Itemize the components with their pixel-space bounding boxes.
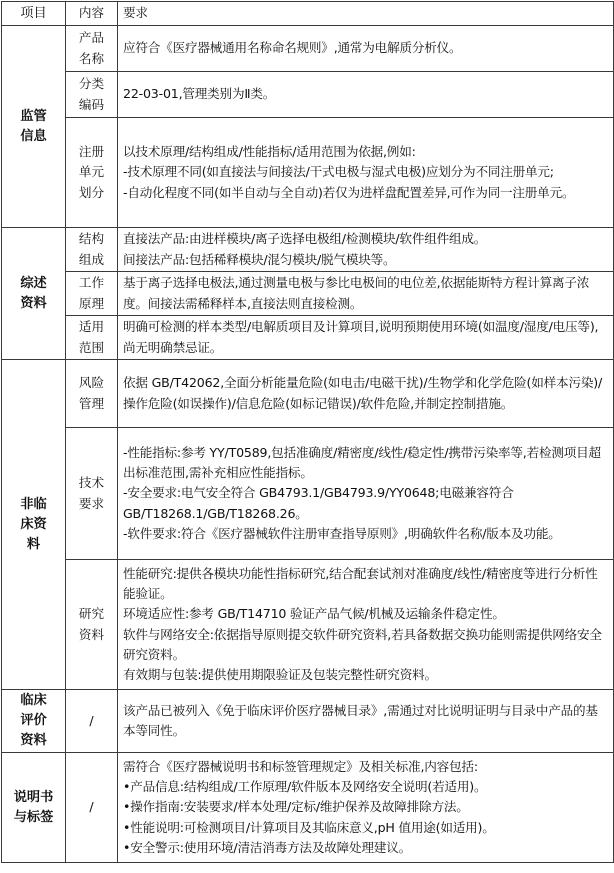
header-requirement: 要求 (118, 2, 614, 26)
sub-risk-management: 风险管理 (66, 360, 118, 428)
table-row (2, 428, 614, 560)
table-row (2, 360, 614, 428)
sub-labeling: / (66, 753, 118, 863)
sub-clinical: / (66, 690, 118, 753)
req-labeling: 需符合《医疗器械说明书和标签管理规定》及相关标准,内容包括: •产品信息:结构组成/工作原理/软件版本及网络安全说明(若适用)。 •操作指南:安装要求/样本处理/定标/维护保养及故障排除方法。 •性能说明:可检测项目/计算项目及其临床意义,pH 值用途(如适用)。 •安全警示:使用环境/清洁消毒方法及故障处理建议。 (118, 753, 614, 863)
requirements-table (1, 1, 614, 863)
section-nonclinical: 非临床资料 (2, 360, 66, 690)
sub-product-name: 产品名称 (66, 26, 118, 72)
section-supervision: 监管信息 (2, 26, 66, 228)
req-structure: 直接法产品:由进样模块/离子选择电极组/检测模块/软件组件组成。 间接法产品:包括稀释模块/混匀模块/脱气模块等。 (118, 228, 614, 272)
table-row (2, 118, 614, 228)
sub-working-principle: 工作原理 (66, 272, 118, 316)
req-product-name: 应符合《医疗器械通用名称命名规则》,通常为电解质分析仪。 (118, 26, 614, 72)
sub-structure: 结构组成 (66, 228, 118, 272)
header-project: 项目 (2, 2, 66, 26)
table-row (2, 560, 614, 690)
req-research-data: 性能研究:提供各模块功能性指标研究,结合配套试剂对准确度/线性/精密度等进行分析性能验证。 环境适应性:参考 GB/T14710 验证产品气候/机械及运输条件稳定性。 软件与网络安全:依据指导原则提交软件研究资料,若具备数据交换功能则需提供网络安全研究资料。 有效期与包装:提供使用期限验证及包装完整性研究资料。 (118, 560, 614, 690)
section-summary: 综述资料 (2, 228, 66, 360)
table-row (2, 272, 614, 316)
sub-technical-requirements: 技术要求 (66, 428, 118, 560)
req-scope: 明确可检测的样本类型/电解质项目及计算项目,说明预期使用环境(如温度/湿度/电压等),尚无明确禁忌证。 (118, 316, 614, 360)
req-registration-unit: 以技术原理/结构组成/性能指标/适用范围为依据,例如: -技术原理不同(如直接法与间接法/干式电极与湿式电极)应划分为不同注册单元; -自动化程度不同(如半自动与全自动)若仅为进样盘配置差异,可作为同一注册单元。 (118, 118, 614, 228)
req-classification-code: 22-03-01,管理类别为Ⅱ类。 (118, 72, 614, 118)
sub-scope: 适用范围 (66, 316, 118, 360)
req-working-principle: 基于离子选择电极法,通过测量电极与参比电极间的电位差,依据能斯特方程计算离子浓度。间接法需稀释样本,直接法则直接检测。 (118, 272, 614, 316)
sub-registration-unit: 注册单元划分 (66, 118, 118, 228)
req-clinical: 该产品已被列入《免于临床评价医疗器械目录》,需通过对比说明证明与目录中产品的基本等同性。 (118, 690, 614, 753)
sub-research-data: 研究资料 (66, 560, 118, 690)
table-row (2, 26, 614, 72)
table-row (2, 316, 614, 360)
table-row (2, 228, 614, 272)
header-content: 内容 (66, 2, 118, 26)
table-row (2, 690, 614, 753)
sub-classification-code: 分类编码 (66, 72, 118, 118)
section-clinical: 临床评价资料 (2, 690, 66, 753)
table-header-row (2, 2, 614, 26)
section-labeling: 说明书与标签 (2, 753, 66, 863)
req-technical-requirements: -性能指标:参考 YY/T0589,包括准确度/精密度/线性/稳定性/携带污染率等,若检测项目超出标准范围,需补充相应性能指标。 -安全要求:电气安全符合 GB4793.1/GB4793.9/YY0648;电磁兼容符合GB/T18268.1/GB/T18268.26。 -软件要求:符合《医疗器械软件注册审查指导原则》,明确软件名称/版本及功能。 (118, 428, 614, 560)
table-row (2, 753, 614, 863)
req-risk-management: 依据 GB/T42062,全面分析能量危险(如电击/电磁干扰)/生物学和化学危险(如样本污染)/操作危险(如误操作)/信息危险(如标记错误)/软件危险,并制定控制措施。 (118, 360, 614, 428)
table-row (2, 72, 614, 118)
